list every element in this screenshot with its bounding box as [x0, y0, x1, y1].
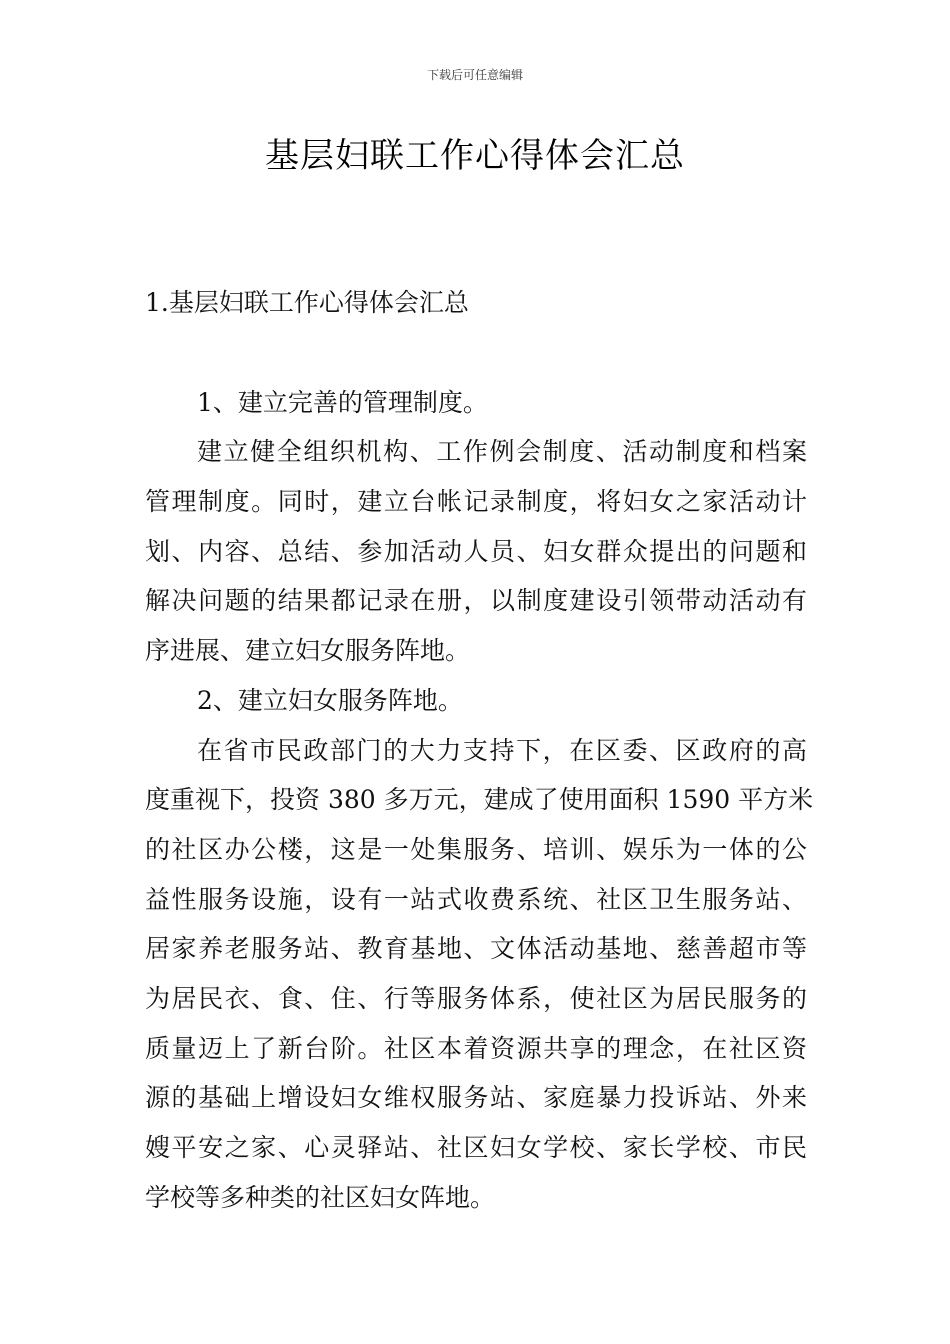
paragraph-line: 的社区办公楼，这是一处集服务、培训、娱乐为一体的公 — [145, 834, 807, 864]
paragraph-line: 管理制度。同时，建立台帐记录制度，将妇女之家活动计 — [145, 487, 807, 517]
paragraph-line: 益性服务设施，设有一站式收费系统、社区卫生服务站、 — [145, 884, 807, 914]
paragraph-line: 嫂平安之家、心灵驿站、社区妇女学校、家长学校、市民 — [145, 1133, 807, 1162]
paragraph-line: 居家养老服务站、教育基地、文体活动基地、慈善超市等 — [145, 934, 807, 964]
paragraph-line: 划、内容、总结、参加活动人员、妇女群众提出的问题和 — [145, 536, 807, 566]
item-heading: 2、建立妇女服务阵地。 — [197, 685, 463, 715]
paragraph-line: 解决问题的结果都记录在册，以制度建设引领带动活动有 — [145, 586, 807, 616]
item-heading: 1、建立完善的管理制度。 — [197, 387, 488, 417]
paragraph-line: 为居民衣、食、住、行等服务体系，使社区为居民服务的 — [145, 983, 807, 1013]
document-body — [145, 278, 814, 1222]
paragraph-line: 在省市民政部门的大力支持下，在区委、区政府的高 — [197, 735, 807, 765]
paragraph-line: 序进展、建立妇女服务阵地。 — [145, 636, 471, 666]
paragraph-line: 源的基础上增设妇女维权服务站、家庭暴力投诉站、外来 — [145, 1083, 807, 1113]
paragraph-line: 质量迈上了新台阶。社区本着资源共享的理念，在社区资 — [145, 1033, 807, 1063]
paragraph-line: 建立健全组织机构、工作例会制度、活动制度和档案 — [197, 437, 807, 467]
paragraph-line: 学校等多种类的社区妇女阵地。 — [145, 1182, 496, 1212]
section-heading: 1.基层妇联工作心得体会汇总 — [145, 288, 469, 317]
document-title: 基层妇联工作心得体会汇总 — [265, 136, 685, 176]
paragraph-line: 度重视下，投资 380 多万元，建成了使用面积 1590 平方米 — [145, 785, 814, 815]
header-note: 下载后可任意编辑 — [426, 68, 523, 82]
